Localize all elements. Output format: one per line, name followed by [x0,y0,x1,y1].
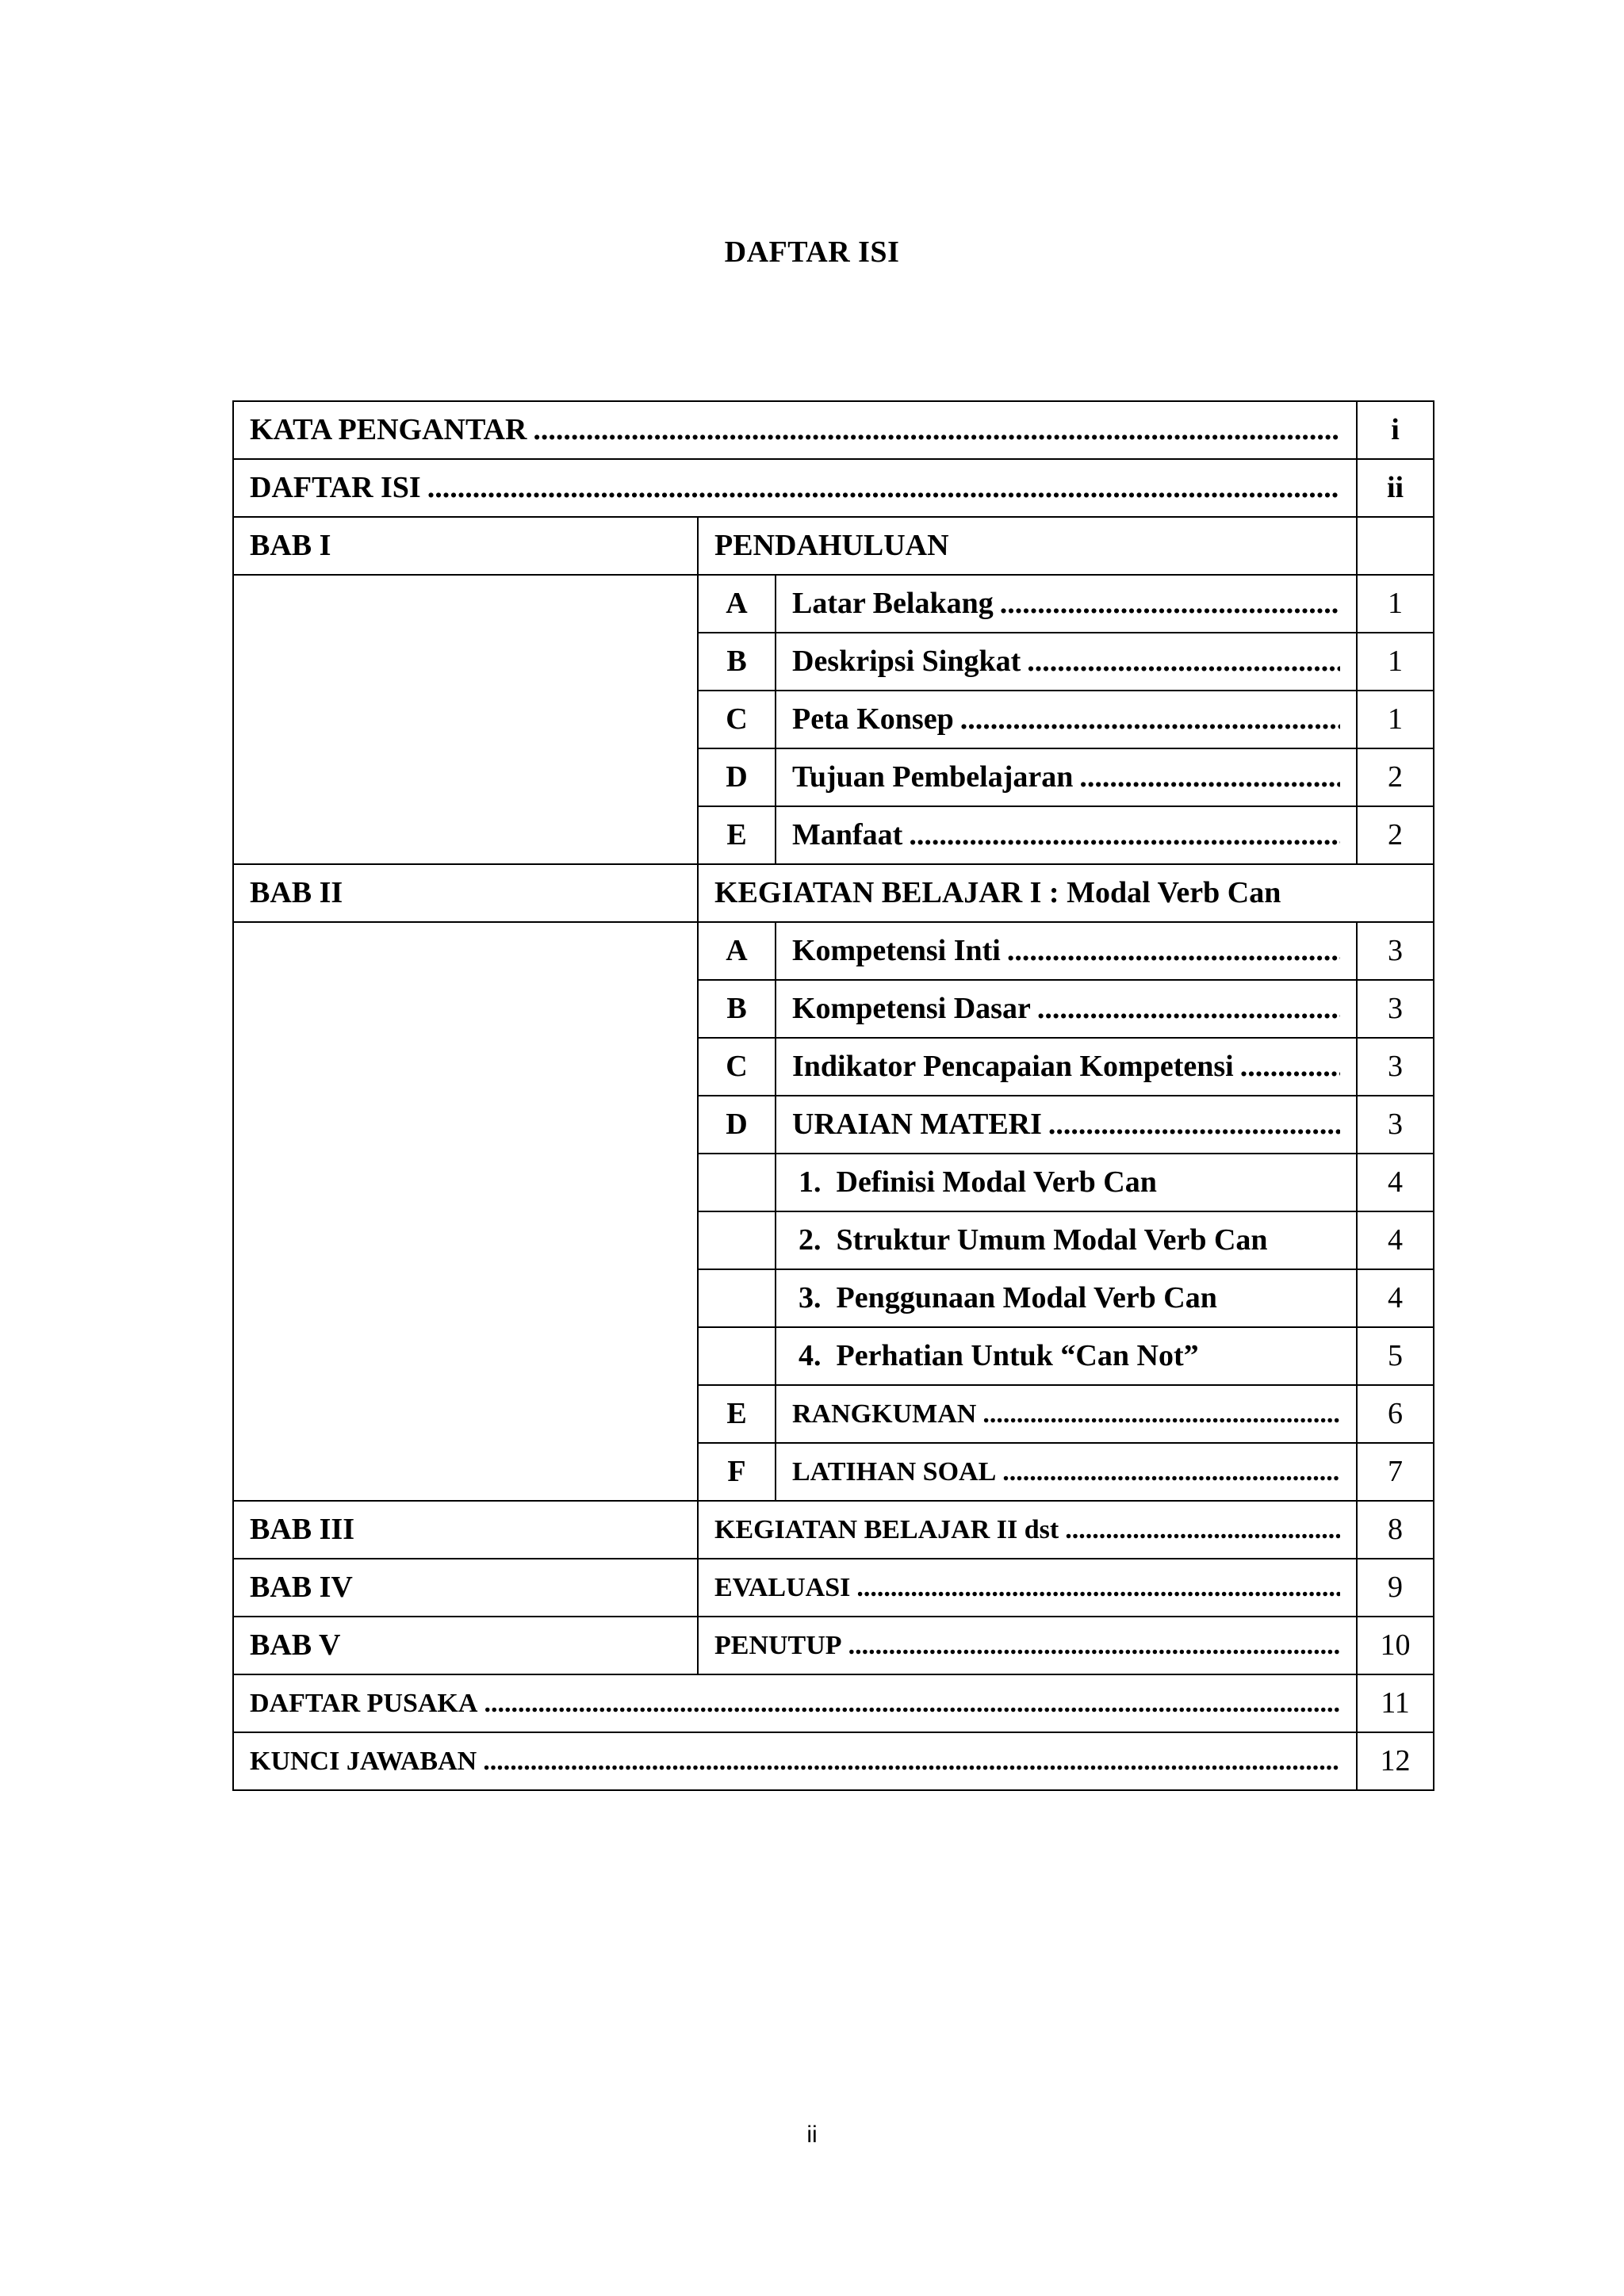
toc-entry-label: DAFTAR PUSAKA [250,1688,478,1718]
footer-page-number: ii [806,2122,818,2148]
page-number: 3 [1357,1038,1434,1096]
dot-leader [960,703,1340,737]
section-letter: B [698,633,776,691]
section-letter: D [698,1096,776,1154]
toc-entry-label: RANGKUMAN [792,1399,977,1429]
section-letter: C [698,691,776,748]
toc-entry[interactable] [776,1038,1357,1096]
toc-entry-label: Tujuan Pembelajaran [792,760,1074,794]
toc-entry-label: KEGIATAN BELAJAR II dst [714,1514,1059,1544]
dot-leader [1048,1108,1340,1142]
toc-entry[interactable] [698,1501,1357,1559]
toc-row-kata-pengantar [233,401,1434,459]
page-number: 4 [1357,1269,1434,1327]
page-number: 1 [1357,633,1434,691]
page-number: 10 [1357,1617,1434,1674]
toc-entry-label: LATIHAN SOAL [792,1456,997,1487]
page-number [1357,517,1434,575]
toc-entry-label: KATA PENGANTAR [250,412,527,446]
toc-entry-label: Indikator Pencapaian Kompetensi [792,1049,1234,1083]
toc-entry[interactable] [776,633,1357,691]
page-number: 1 [1357,575,1434,633]
chapter-label: BAB I [233,517,698,575]
toc-entry-label: Deskripsi Singkat [792,644,1021,678]
page-number: 12 [1357,1732,1434,1790]
section-letter: C [698,1038,776,1096]
toc-entry-label: Kompetensi Dasar [792,991,1031,1025]
page-number: i [1357,401,1434,459]
toc-entry[interactable] [776,1096,1357,1154]
toc-entry-label: URAIAN MATERI [792,1107,1042,1141]
page-number: 3 [1357,922,1434,980]
toc-subentry[interactable]: 3. Penggunaan Modal Verb Can [776,1269,1357,1327]
page-number: 4 [1357,1154,1434,1211]
dot-leader [1000,587,1340,621]
toc-entry-label: KUNCI JAWABAN [250,1746,477,1776]
dot-leader [982,1399,1340,1429]
page-number: 7 [1357,1443,1434,1501]
page-number: 4 [1357,1211,1434,1269]
section-letter: A [698,575,776,633]
dot-leader [483,1747,1340,1776]
section-letter: F [698,1443,776,1501]
dot-leader [427,472,1340,505]
toc-entry[interactable] [776,575,1357,633]
section-letter [698,1211,776,1269]
page-number: 3 [1357,1096,1434,1154]
page-number: 2 [1357,748,1434,806]
section-letter: A [698,922,776,980]
section-letter: E [698,806,776,864]
toc-entry[interactable] [233,401,1357,459]
page-number: 1 [1357,691,1434,748]
toc-row-daftar-isi [233,459,1434,517]
toc-row [233,922,1434,980]
toc-row-bab-3 [233,1501,1434,1559]
section-letter: E [698,1385,776,1443]
toc-row-bab-1 [233,517,1434,575]
toc-row-bab-4 [233,1559,1434,1617]
page-title: DAFTAR ISI [724,235,900,269]
toc-entry[interactable] [698,1559,1357,1617]
toc-row [233,575,1434,633]
dot-leader [1037,993,1340,1026]
dot-leader [848,1631,1340,1660]
toc-entry[interactable] [698,1617,1357,1674]
dot-leader [484,1689,1340,1718]
toc-entry[interactable] [776,922,1357,980]
section-letter: D [698,748,776,806]
chapter-label: BAB II [233,864,698,922]
toc-entry[interactable] [776,748,1357,806]
toc-entry-label: Manfaat [792,817,903,851]
page-number: 6 [1357,1385,1434,1443]
toc-entry[interactable] [233,1674,1357,1732]
dot-leader [1079,761,1340,794]
page-number: 9 [1357,1559,1434,1617]
chapter-heading[interactable]: KEGIATAN BELAJAR I : Modal Verb Can [698,864,1434,922]
section-letter [698,1327,776,1385]
toc-entry-label: Kompetensi Inti [792,933,1001,967]
page-number: ii [1357,459,1434,517]
section-letter: B [698,980,776,1038]
toc-subentry[interactable]: 1. Definisi Modal Verb Can [776,1154,1357,1211]
toc-row-bab-2 [233,864,1434,922]
page-number: 8 [1357,1501,1434,1559]
dot-leader [1240,1050,1340,1084]
page-number: 2 [1357,806,1434,864]
chapter-label: BAB IV [233,1559,698,1617]
toc-entry[interactable] [776,806,1357,864]
toc-entry-label: DAFTAR ISI [250,470,421,504]
dot-leader [533,414,1340,447]
page-number: 11 [1357,1674,1434,1732]
dot-leader [1027,645,1340,679]
page-number: 3 [1357,980,1434,1038]
dot-leader [1007,935,1340,968]
toc-entry[interactable] [776,691,1357,748]
table-of-contents [232,400,1434,1791]
toc-row-bab-5 [233,1617,1434,1674]
section-letter [698,1269,776,1327]
chapter-spacer [233,922,698,1501]
toc-entry-label: EVALUASI [714,1572,851,1602]
dot-leader [1002,1457,1340,1487]
toc-row-kunci-jawaban [233,1732,1434,1790]
toc-entry-label: Peta Konsep [792,702,954,736]
toc-subentry[interactable]: 2. Struktur Umum Modal Verb Can [776,1211,1357,1269]
toc-entry-label: PENUTUP [714,1630,842,1660]
toc-entry[interactable] [776,980,1357,1038]
toc-entry[interactable] [776,1385,1357,1443]
toc-row-daftar-pusaka [233,1674,1434,1732]
dot-leader [909,819,1340,852]
page-number: 5 [1357,1327,1434,1385]
chapter-label: BAB III [233,1501,698,1559]
toc-entry[interactable] [776,1443,1357,1501]
chapter-heading[interactable]: PENDAHULUAN [698,517,1357,575]
chapter-label: BAB V [233,1617,698,1674]
toc-entry[interactable] [233,459,1357,517]
toc-subentry[interactable]: 4. Perhatian Untuk “Can Not” [776,1327,1357,1385]
dot-leader [1065,1515,1340,1544]
toc-entry[interactable] [233,1732,1357,1790]
chapter-spacer [233,575,698,864]
dot-leader [856,1573,1340,1602]
section-letter [698,1154,776,1211]
toc-entry-label: Latar Belakang [792,586,994,620]
